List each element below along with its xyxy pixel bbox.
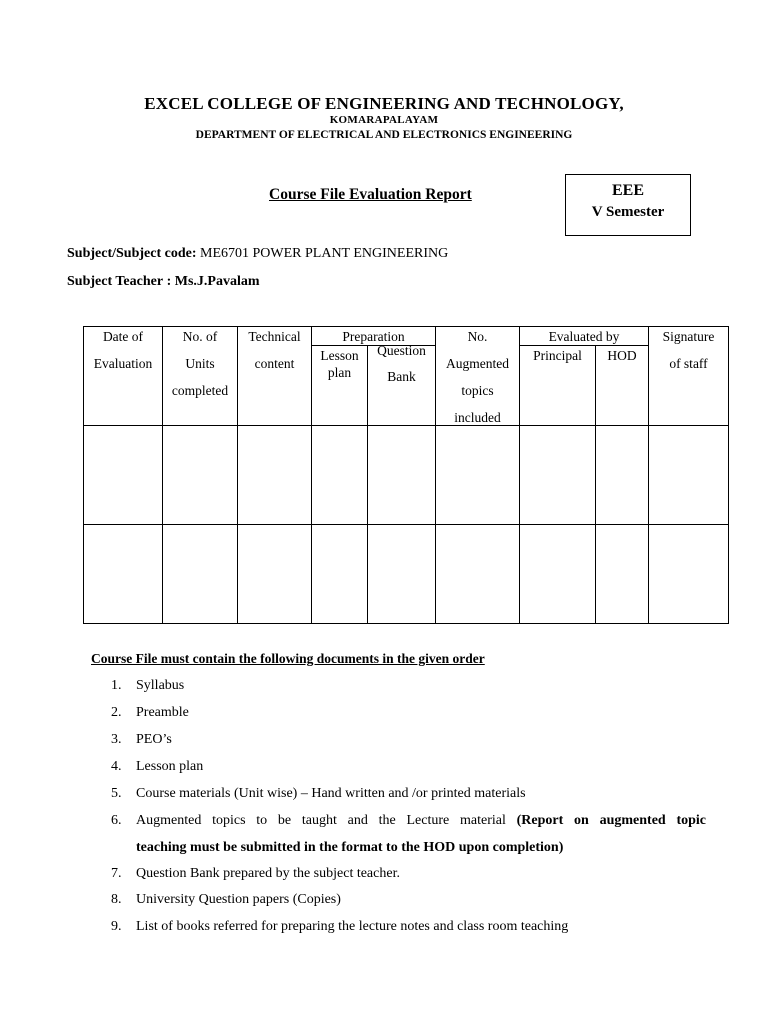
list-text	[136, 813, 706, 829]
list-text-bold: (Report on augmented topic	[516, 813, 706, 828]
header-date-of-evaluation	[84, 323, 162, 377]
header-lesson-plan	[312, 347, 367, 381]
list-text: Lesson plan	[136, 759, 204, 774]
teacher-value: : Ms.J.Pavalam	[166, 274, 260, 289]
list-number: 3.	[111, 732, 122, 747]
header-text: Units	[185, 356, 215, 371]
header-text: Evaluation	[93, 356, 153, 371]
list-text: List of books referred for preparing the lecture notes and class room teaching	[136, 919, 569, 934]
header-text: HOD	[607, 348, 637, 363]
list-number: 6.	[111, 813, 122, 828]
header-text: Preparation	[342, 329, 405, 344]
class-branch: EEE	[611, 182, 644, 199]
header-text: topics	[461, 383, 494, 398]
list-text: Preamble	[136, 705, 189, 720]
header-text: included	[454, 410, 501, 425]
header-text: Date of	[102, 329, 144, 344]
department-name: DEPARTMENT OF ELECTRICAL AND ELECTRONICS ENGINEERING	[195, 129, 573, 141]
list-number: 5.	[111, 786, 122, 801]
header-text: Lesson	[320, 348, 359, 363]
list-number: 8.	[111, 892, 122, 907]
subject-label: Subject/Subject code:	[67, 246, 197, 261]
subject-line	[67, 246, 448, 262]
header-text: completed	[171, 383, 229, 398]
header-units-completed	[163, 323, 237, 404]
header-text: Question	[377, 343, 426, 358]
header-text: No. of	[182, 329, 218, 344]
report-title: Course File Evaluation Report	[269, 186, 472, 203]
list-text: Question Bank prepared by the subject teacher.	[136, 866, 400, 881]
header-technical-content	[238, 323, 311, 377]
list-text-bold-continued: teaching must be submitted in the format to the HOD upon completion)	[136, 840, 564, 855]
header-text: content	[254, 356, 295, 371]
header-text: plan	[327, 365, 352, 380]
list-number: 7.	[111, 866, 122, 881]
header-text: Bank	[387, 369, 416, 384]
documents-heading: Course File must contain the following documents in the given order	[91, 651, 485, 666]
subject-value: ME6701 POWER PLANT ENGINEERING	[200, 246, 449, 261]
list-number: 9.	[111, 919, 122, 934]
table-row-empty-2[interactable]	[84, 525, 728, 623]
evaluation-table	[83, 326, 729, 624]
list-text: Course materials (Unit wise) – Hand written and /or printed materials	[136, 786, 526, 801]
header-hod	[596, 347, 648, 364]
header-text: Technical	[248, 329, 301, 344]
header-augmented-topics	[436, 323, 519, 431]
class-box	[565, 174, 691, 236]
list-text: Syllabus	[136, 678, 185, 693]
header-principal	[520, 347, 595, 364]
header-evaluated-by	[520, 328, 648, 345]
header-text: No.	[467, 329, 488, 344]
header-text: Signature	[662, 329, 715, 344]
list-number: 2.	[111, 705, 122, 720]
college-location: KOMARAPALAYAM	[329, 114, 439, 126]
college-name: EXCEL COLLEGE OF ENGINEERING AND TECHNOLOGY,	[144, 94, 624, 113]
list-number: 1.	[111, 678, 122, 693]
list-text-regular: Augmented topics to be taught and the Lecture material	[136, 813, 506, 828]
teacher-line	[67, 274, 260, 290]
list-text: University Question papers (Copies)	[136, 892, 341, 907]
list-text: PEO’s	[136, 732, 172, 747]
header-text: Principal	[533, 348, 582, 363]
table-row-empty-1[interactable]	[84, 426, 728, 524]
header-question-bank	[368, 342, 435, 390]
teacher-label: Subject Teacher	[67, 274, 164, 289]
header-text: Evaluated by	[548, 329, 620, 344]
list-number: 4.	[111, 759, 122, 774]
header-text: of staff	[669, 356, 708, 371]
header-signature-of-staff	[649, 323, 728, 377]
class-semester: V Semester	[591, 204, 665, 220]
header-text: Augmented	[446, 356, 509, 371]
